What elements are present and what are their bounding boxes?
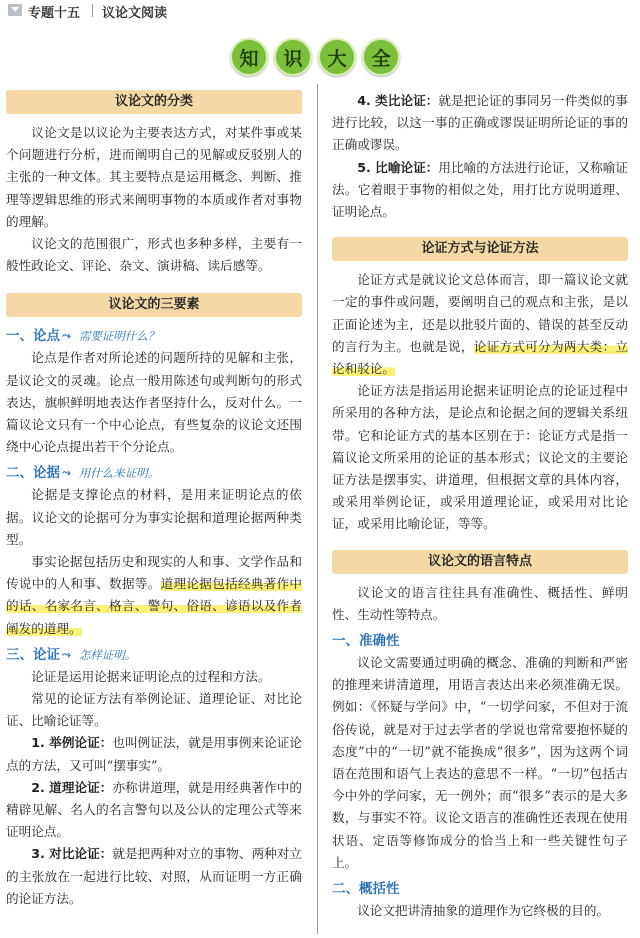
subheading-generality <box>332 878 628 900</box>
paragraph: 论据是支撑论点的材料，是用来证明论点的依据。议论文的论据可分为事实论据和道理论据两种类型。 <box>6 487 302 547</box>
method-desc: 就是把两种对立的事物、两种对立的主张放在一起进行比较、对照，从而证明一方正确的论证方法。 <box>6 846 302 906</box>
header-divider <box>92 4 93 17</box>
subheading-accuracy <box>332 630 628 652</box>
handwritten-note: 怎样证明。 <box>78 647 137 662</box>
banner-char: 知 <box>230 38 268 76</box>
column-divider <box>317 84 318 934</box>
method-item <box>332 157 628 224</box>
method-item <box>6 777 302 844</box>
right-column <box>332 90 628 922</box>
subheading-label: 二、论据 <box>6 465 60 482</box>
chevron-down-icon <box>8 4 22 16</box>
curve-arrow-icon: ⤳ <box>62 466 71 480</box>
method-desc: 亦称讲道理，就是用经典著作中的精辟见解、名人的名言警句以及公认的定理公式等来证明论点。 <box>6 779 302 840</box>
text: 论证方式是就议论文总体而言，即一篇议论文就一定的事件或问题，要阐明自己的观点和主张，是以正面论述为主，还是以批驳片面的、错误的甚至反动的言行为主。也就是说， <box>332 272 628 354</box>
paragraph: 常见的论证方法有举例论证、道理论证、对比论证、比喻论证等。 <box>6 691 302 729</box>
paragraph <box>332 269 628 380</box>
paragraph: 议论文是以议论为主要表达方式，对某件事或某个问题进行分析，进而阐明自己的见解或反驳别人的主张的一种文体。其主要特点是运用概念、判断、推理等逻辑思维的形式来阐明事物的本质或作者对事物的理解。 <box>6 125 302 229</box>
method-item <box>6 843 302 910</box>
paragraph: 议论文的语言往往具有准确性、概括性、鲜明性、生动性等特点。 <box>332 584 628 622</box>
method-item <box>332 90 628 157</box>
method-name: 3. 对比论证： <box>31 846 113 862</box>
banner-char: 大 <box>318 38 356 76</box>
method-desc: 用比喻的方法进行论证，又称喻证法。它着眼于事物的相似之处，用打比方说明道理、证明论点。 <box>332 159 628 220</box>
subheading-evidence <box>6 462 302 484</box>
chapter-label: 专题十五 <box>28 6 81 21</box>
paragraph <box>6 551 302 640</box>
curve-arrow-icon: ⤳ <box>62 329 71 343</box>
curve-arrow-icon: ⤳ <box>62 647 71 661</box>
paragraph: 议论文需要通过明确的概念、准确的判断和严密的推理来讲清道理，用语言表达出来必须准确无误。例如：《怀疑与学问》中，“一切学问家，不但对于流俗传说，就是对于过去学者的学说也常常要抱怀疑的态度”中的“一切”就不能换成“很多”，因为这两个词语在范围和语气上表达的意思不一样。“一切”包括古今中外的学问家，无一例外；而“很多”表示的是大多数，与事实不符。议论文语言的准确性还表现在使用状语、定语等修饰成分的恰当上和一些关键性句子上。 <box>332 655 628 870</box>
section-title: 议论文的三要素 <box>6 293 302 317</box>
left-column <box>6 90 302 910</box>
paragraph: 论证是运用论据来证明论点的过程和方法。 <box>31 668 271 684</box>
highlighted-text: 道理论据包括经典著作中的话、名家名言、格言、警句、俗语、谚语以及作者阐发的道理。 <box>6 576 303 636</box>
subheading-label: 一、论点 <box>6 328 60 345</box>
subheading-argumentation <box>6 644 302 666</box>
subheading-label: 三、论证 <box>6 646 60 663</box>
section-title: 论证方式与论证方法 <box>332 237 628 261</box>
method-desc: 就是把论证的事同另一件类似的事进行比较，以这一事的正确或谬误证明所论证的事的正确或谬误。 <box>332 93 628 153</box>
subheading-thesis <box>6 325 302 347</box>
method-item <box>6 732 302 776</box>
method-name: 4. 类比论证： <box>357 93 439 108</box>
knowledge-banner <box>230 38 400 76</box>
banner-char: 识 <box>274 38 312 76</box>
method-name: 5. 比喻论证： <box>357 159 439 175</box>
text: 事实论据包括历史和现实的人和事、文学作品和传说中的人和事、数据等。 <box>6 554 302 592</box>
chapter-title: 议论文阅读 <box>102 6 168 21</box>
paragraph: 议论文把讲清抽象的道理作为它终极的目的。 <box>357 903 610 919</box>
page-header <box>0 0 640 22</box>
banner-char: 全 <box>362 38 400 76</box>
subheading-label: 二、概括性 <box>332 881 400 898</box>
section-title: 议论文的分类 <box>6 90 302 114</box>
method-desc: 也叫例证法，就是用事例来论证论点的方法，又可叫“摆事实”。 <box>6 735 302 773</box>
method-name: 1. 举例论证： <box>31 735 113 751</box>
method-name: 2. 道理论证： <box>31 779 113 795</box>
paragraph: 论点是作者对所论述的问题所持的见解和主张，是议论文的灵魂。论点一般用陈述句或判断句的形式表达，旗帜鲜明地表达作者坚持什么，反对什么。一篇议论文只有一个中心论点，有些复杂的议论文还围绕中心论点提出若干个分论点。 <box>6 350 302 455</box>
section-title: 议论文的语言特点 <box>332 550 628 574</box>
handwritten-note: 用什么来证明。 <box>78 466 160 481</box>
highlighted-text: 论证方式可分为两大类：立论和驳论。 <box>332 338 629 377</box>
paragraph: 论证方法是指运用论据来证明论点的论证过程中所采用的各种方法，是论点和论据之间的逻辑关系纽带。它和论证方式的基本区别在于：论证方式是指一篇议论文所采用的论证的基本形式；议论文的主要论证方法是摆事实、讲道理，但根据文章的具体内容，或采用举例论证，或采用道理论证，或采用对比论证，或采用比喻论证，等等。 <box>332 383 628 532</box>
paragraph: 议论文的范围很广，形式也多种多样，主要有一般性政论文、评论、杂文、演讲稿、读后感等。 <box>6 236 302 274</box>
subheading-label: 一、准确性 <box>332 633 400 650</box>
handwritten-note: 需要证明什么？ <box>78 329 160 344</box>
